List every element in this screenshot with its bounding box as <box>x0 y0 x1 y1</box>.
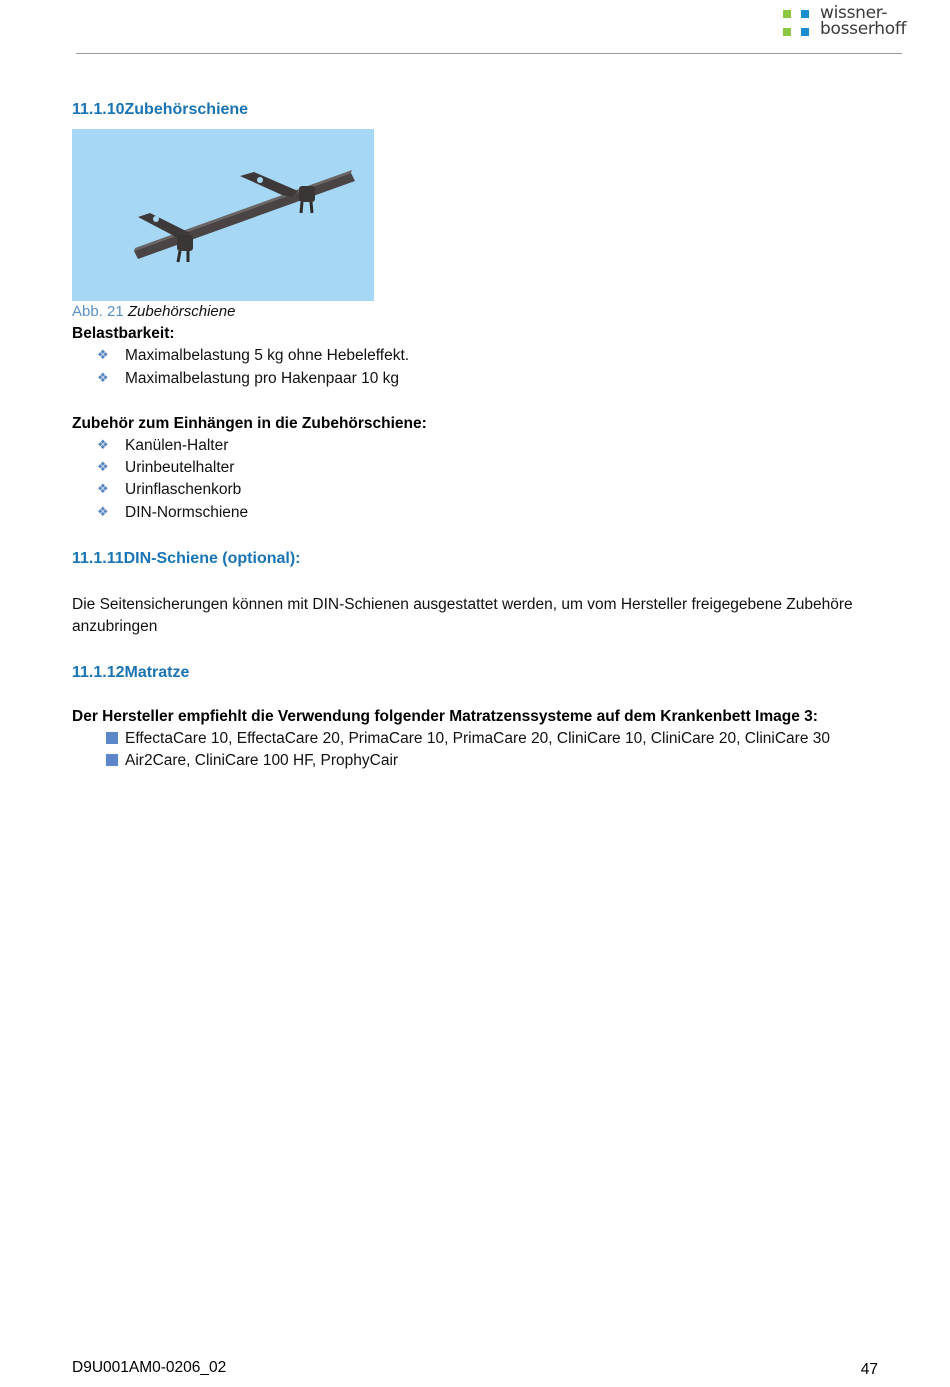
diamond-bullet-icon: ❖ <box>97 437 109 452</box>
section-heading-zubehoerschiene: 11.1.10Zubehörschiene <box>72 101 249 118</box>
logo-text-line2: bosserhoff <box>820 19 907 39</box>
list-item <box>97 370 399 388</box>
list-item-text: Urinflaschenkorb <box>125 481 242 498</box>
list-item <box>97 504 249 522</box>
diamond-bullet-icon: ❖ <box>97 459 109 474</box>
load-capacity-heading: Belastbarkeit: <box>72 325 175 342</box>
list-item-text: Maximalbelastung pro Hakenpaar 10 kg <box>125 370 399 387</box>
accessory-rail-illustration <box>72 129 374 301</box>
list-item-text: Maximalbelastung 5 kg ohne Hebeleffekt. <box>125 347 410 364</box>
logo-square-blue <box>801 10 809 18</box>
mattress-intro: Der Hersteller empfiehlt die Verwendung folgender Matratzenssysteme auf dem Krankenbett Image 3: <box>72 708 818 725</box>
list-item <box>97 347 410 365</box>
list-item-text: Kanülen-Halter <box>125 437 229 454</box>
header-divider <box>76 53 902 54</box>
document-id: D9U001AM0-0206_02 <box>72 1359 227 1376</box>
diamond-bullet-icon: ❖ <box>97 370 109 385</box>
square-bullet-icon <box>106 754 118 766</box>
accessories-heading: Zubehör zum Einhängen in die Zubehörschiene: <box>72 415 427 432</box>
din-rail-paragraph: Die Seitensicherungen können mit DIN-Schienen ausgestattet werden, um vom Hersteller freigegebene Zubehöre anzubringen <box>72 596 853 635</box>
list-item <box>97 730 831 748</box>
company-logo <box>783 3 913 39</box>
square-bullet-icon <box>106 732 118 744</box>
page-number: 47 <box>860 1361 878 1378</box>
figure-caption-number: Abb. 21 <box>72 303 124 320</box>
figure-caption-text: Zubehörschiene <box>127 303 236 320</box>
list-item-text: Urinbeutelhalter <box>125 459 235 476</box>
section-heading-matratze: 11.1.12Matratze <box>72 664 190 681</box>
logo-square-green <box>783 10 791 18</box>
figure-caption <box>72 303 235 320</box>
list-item-text: Air2Care, CliniCare 100 HF, ProphyCair <box>125 752 399 769</box>
list-item <box>97 752 399 770</box>
list-item <box>97 437 229 455</box>
diamond-bullet-icon: ❖ <box>97 481 109 496</box>
logo-square-blue <box>801 28 809 36</box>
section-heading-din-schiene: 11.1.11DIN-Schiene (optional): <box>72 550 301 567</box>
list-item <box>97 459 235 477</box>
list-item-text: EffectaCare 10, EffectaCare 20, PrimaCare 10, PrimaCare 20, CliniCare 10, CliniCare 20, CliniCare 30 <box>125 730 831 747</box>
logo-square-green <box>783 28 791 36</box>
diamond-bullet-icon: ❖ <box>97 347 109 362</box>
list-item <box>97 481 242 499</box>
logo-text-line1: wissner- <box>820 3 888 23</box>
diamond-bullet-icon: ❖ <box>97 504 109 519</box>
figure-accessory-rail <box>72 129 374 301</box>
list-item-text: DIN-Normschiene <box>125 504 249 521</box>
